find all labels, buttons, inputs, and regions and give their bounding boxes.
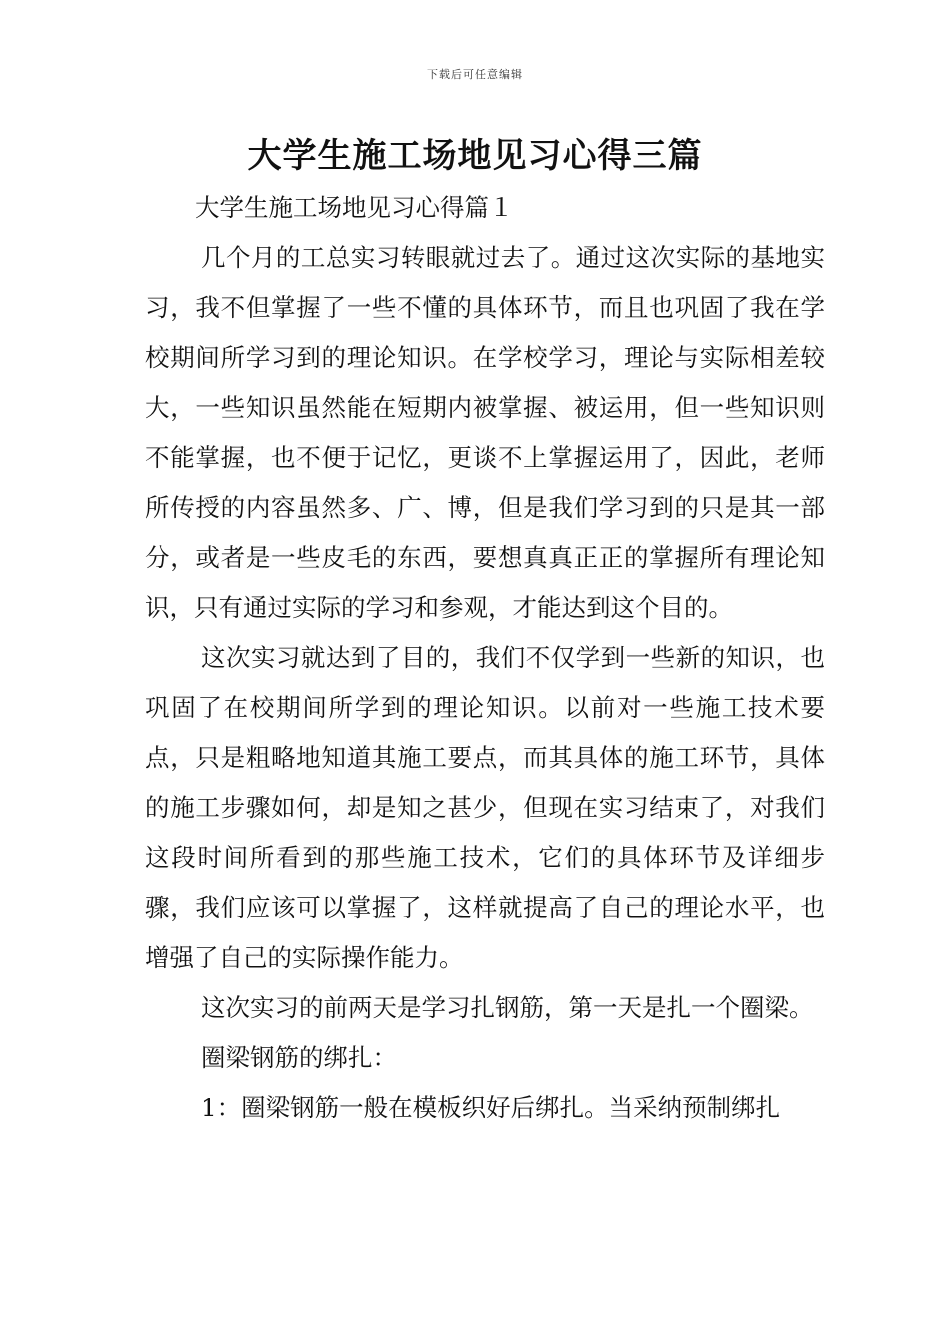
document-title: 大学生施工场地见习心得三篇 (247, 136, 703, 176)
paragraph-1: 几个月的工总实习转眼就过去了。通过这次实际的基地实习，我不但掌握了一些不懂的具体环节，而且也巩固了我在学校期间所学习到的理论知识。在学校学习，理论与实际相差较大，一些知识虽然能在短期内被掌握、被运用，但一些知识则不能掌握，也不便于记忆，更谈不上掌握运用了，因此，老师所传授的内容虽然多、广、博，但是我们学习到的只是其一部分，或者是一些皮毛的东西，要想真真正正的掌握所有理论知识，只有通过实际的学习和参观，才能达到这个目的。 (145, 243, 825, 622)
header-note: 下载后可任意编辑 (427, 68, 523, 81)
paragraph-4: 圈梁钢筋的绑扎： (201, 1043, 397, 1072)
document-body (145, 183, 825, 1133)
paragraph-3: 这次实习的前两天是学习扎钢筋，第一天是扎一个圈梁。 (201, 993, 814, 1022)
paragraph-2: 这次实习就达到了目的，我们不仅学到一些新的知识，也巩固了在校期间所学到的理论知识。以前对一些施工技术要点，只是粗略地知道其施工要点，而其具体的施工环节，具体的施工步骤如何，却是知之甚少，但现在实习结束了，对我们这段时间所看到的那些施工技术，它们的具体环节及详细步骤，我们应该可以掌握了，这样就提高了自己的理论水平，也增强了自己的实际操作能力。 (145, 643, 825, 972)
section-subtitle: 大学生施工场地见习心得篇１ (195, 193, 514, 222)
paragraph-5: 1：圈梁钢筋一般在模板织好后绑扎。当采纳预制绑扎 (201, 1093, 781, 1122)
